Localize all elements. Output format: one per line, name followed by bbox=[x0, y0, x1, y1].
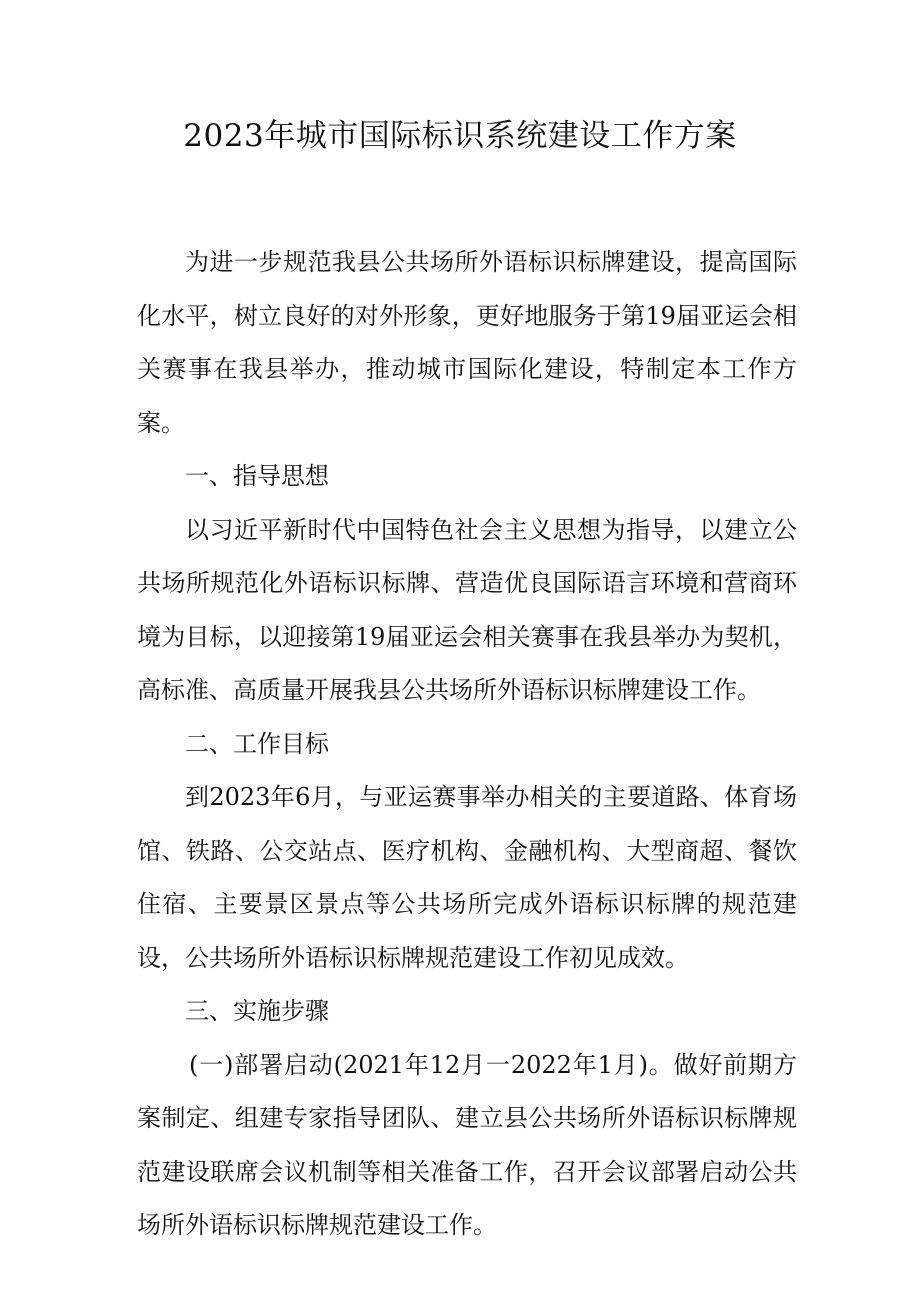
section-text-implementation-steps: (一)部署启动(2021年12月一2022年1月)。做好前期方案制定、组建专家指导团队、建立县公共场所外语标识标牌规范建设联席会议机制等相关准备工作，召开会议部署启动公共场所外语标识标牌规范建设工作。 bbox=[137, 1050, 797, 1239]
document-title: 2023年城市国际标识系统建设工作方案 bbox=[183, 118, 737, 154]
section-heading-implementation-steps: 三、实施步骤 bbox=[185, 997, 329, 1025]
section-text-guiding-ideology: 以习近平新时代中国特色社会主义思想为指导，以建立公共场所规范化外语标识标牌、营造优良国际语言环境和营商环境为目标，以迎接第19届亚运会相关赛事在我县举办为契机，高标准、高质量开展我县公共场所外语标识标牌建设工作。 bbox=[137, 515, 797, 704]
section-text-work-goals: 到2023年6月，与亚运赛事举办相关的主要道路、体育场馆、铁路、公交站点、医疗机构、金融机构、大型商超、餐饮住宿、主要景区景点等公共场所完成外语标识标牌的规范建设，公共场所外语标识标牌规范建设工作初见成效。 bbox=[137, 783, 797, 972]
document-body bbox=[137, 236, 797, 1253]
intro-paragraph: 为进一步规范我县公共场所外语标识标牌建设，提高国际化水平，树立良好的对外形象，更好地服务于第19届亚运会相关赛事在我县举办，推动城市国际化建设，特制定本工作方案。 bbox=[137, 248, 797, 437]
section-heading-work-goals: 二、工作目标 bbox=[185, 729, 329, 758]
section-heading-guiding-ideology: 一、指导思想 bbox=[185, 462, 329, 490]
